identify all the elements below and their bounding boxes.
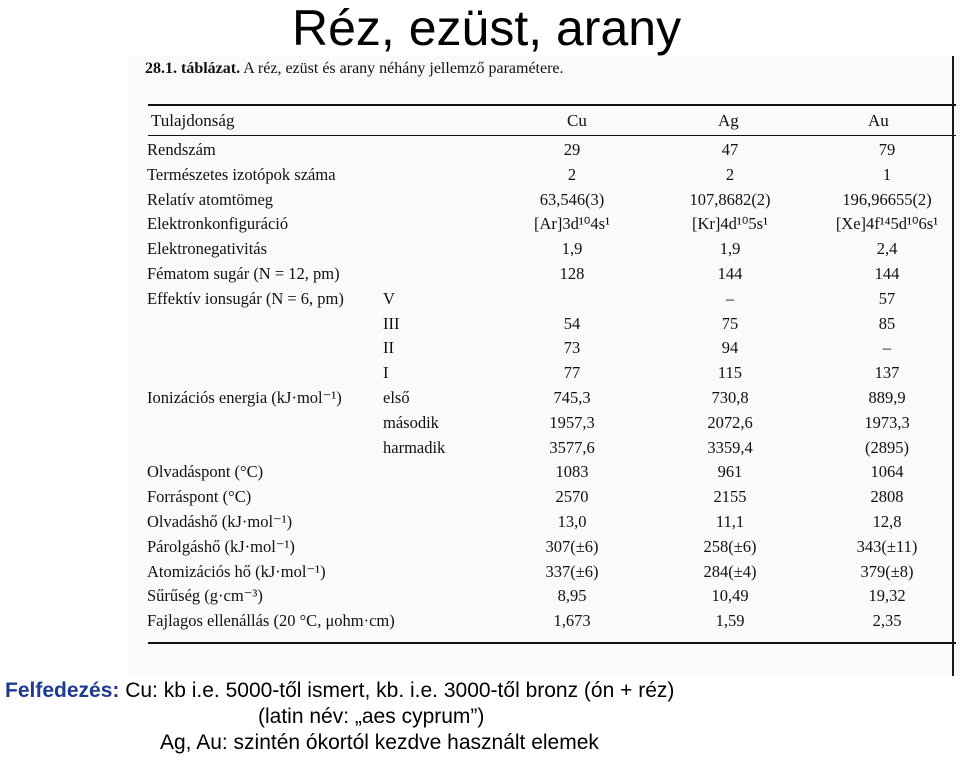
row-value-au: 137 xyxy=(874,363,900,383)
row-property: Atomizációs hő (kJ·mol⁻¹) xyxy=(147,561,326,581)
row-value-cu: 2 xyxy=(567,164,577,184)
table-row xyxy=(128,611,960,635)
row-value-au: 889,9 xyxy=(868,388,906,407)
row-value-cu: 29 xyxy=(563,140,581,159)
row-value-au: 1973,3 xyxy=(864,412,910,432)
row-property: Elektronkonfiguráció xyxy=(147,214,289,234)
header-property: Tulajdonság xyxy=(151,111,235,130)
footer-line-2: (latin név: „aes cyprum”) xyxy=(258,705,485,728)
row-value-cu: 337(±6) xyxy=(545,561,599,581)
table-row xyxy=(128,338,960,362)
table-caption-number: 28.1. táblázat. xyxy=(145,60,241,77)
row-subproperty: II xyxy=(383,338,394,358)
table-row xyxy=(128,140,960,164)
row-property: Relatív atomtömeg xyxy=(147,189,274,209)
row-value-au: 85 xyxy=(878,313,896,333)
slide-title: Réz, ezüst, arany xyxy=(292,0,682,56)
footer-line-3: Ag, Au: szintén ókortól kezdve használt elemek xyxy=(160,731,599,754)
table-row xyxy=(128,165,960,189)
discovery-label: Felfedezés: xyxy=(5,679,120,702)
row-value-ag: 75 xyxy=(721,313,739,333)
row-value-ag: 2072,6 xyxy=(707,412,753,432)
row-value-ag: 730,8 xyxy=(711,388,749,407)
row-value-au: 343(±11) xyxy=(856,536,918,556)
table-row xyxy=(128,239,960,263)
row-value-cu: 2570 xyxy=(555,487,589,507)
row-value-au: 79 xyxy=(878,140,896,159)
row-property: Rendszám xyxy=(147,140,216,159)
table-row xyxy=(128,586,960,610)
table-top-rule xyxy=(148,104,956,106)
row-value-au: 1 xyxy=(882,164,892,184)
footer-text-1: Cu: kb i.e. 5000-től ismert, kb. i.e. 3000-től bronz (ón + réz) xyxy=(119,679,675,702)
row-value-cu: 1,673 xyxy=(553,611,591,631)
row-value-ag: 258(±6) xyxy=(703,536,757,556)
table-bottom-rule xyxy=(148,642,956,644)
row-value-au: 379(±8) xyxy=(860,561,914,581)
row-value-au: 2,4 xyxy=(876,239,898,259)
row-value-ag: 10,49 xyxy=(711,586,749,606)
row-property: Elektronegativitás xyxy=(147,239,268,259)
row-value-ag: 3359,4 xyxy=(707,437,753,457)
row-value-au: 1064 xyxy=(870,462,904,482)
row-subproperty: III xyxy=(383,313,400,333)
row-value-au: 2808 xyxy=(870,487,904,507)
table-row xyxy=(128,388,960,412)
row-value-au: [Xe]4f¹⁴5d¹⁰6s¹ xyxy=(835,214,939,234)
row-value-ag: 107,8682(2) xyxy=(689,189,771,209)
row-value-ag: – xyxy=(725,288,735,308)
table-row xyxy=(128,363,960,387)
row-value-au: 57 xyxy=(878,288,896,308)
row-value-ag: 2155 xyxy=(713,487,747,507)
row-value-cu: 1957,3 xyxy=(549,412,595,432)
header-cu: Cu xyxy=(567,111,587,130)
row-value-ag: 11,1 xyxy=(715,512,745,531)
table-row xyxy=(128,264,960,288)
row-property: Olvadáshő (kJ·mol⁻¹) xyxy=(147,512,293,531)
row-value-ag: 2 xyxy=(725,164,735,184)
table-row xyxy=(128,512,960,536)
row-value-ag: 284(±4) xyxy=(703,561,757,581)
row-value-cu: 1,9 xyxy=(561,239,583,259)
row-value-cu: 54 xyxy=(563,313,581,333)
row-property: Ionizációs energia (kJ·mol⁻¹) xyxy=(147,388,342,407)
table-row xyxy=(128,562,960,586)
table-row xyxy=(128,214,960,238)
row-value-ag: 1,9 xyxy=(719,239,741,259)
table-row xyxy=(128,537,960,561)
row-value-cu: 8,95 xyxy=(557,586,587,606)
row-property: Párolgáshő (kJ·mol⁻¹) xyxy=(147,536,295,556)
row-value-au: 196,96655(2) xyxy=(842,189,932,209)
header-ag: Ag xyxy=(718,111,739,130)
row-value-au: 12,8 xyxy=(872,512,902,531)
table-row xyxy=(128,462,960,486)
table-row xyxy=(128,438,960,462)
row-property: Olvadáspont (°C) xyxy=(147,462,264,482)
table-row xyxy=(128,413,960,437)
row-value-cu: 63,546(3) xyxy=(539,189,605,209)
table-caption-text: A réz, ezüst és arany néhány jellemző paramétere. xyxy=(243,60,564,77)
row-value-ag: 961 xyxy=(717,462,743,482)
table-row xyxy=(128,487,960,511)
row-property: Sűrűség (g·cm⁻³) xyxy=(147,586,263,606)
row-value-cu: 73 xyxy=(563,338,581,358)
row-value-ag: 47 xyxy=(721,140,739,159)
row-value-cu: 77 xyxy=(563,363,581,383)
row-property: Fématom sugár (N = 12, pm) xyxy=(147,264,340,283)
scan-edge-line xyxy=(952,56,954,676)
row-value-au: 2,35 xyxy=(872,611,902,631)
row-value-cu: 13,0 xyxy=(557,512,587,531)
row-value-ag: 144 xyxy=(717,264,743,283)
row-value-ag: [Kr]4d¹⁰5s¹ xyxy=(691,214,769,234)
row-value-ag: 115 xyxy=(717,363,743,383)
footer-line-1 xyxy=(5,678,674,704)
row-value-ag: 94 xyxy=(721,338,739,358)
row-subproperty: második xyxy=(383,412,439,432)
row-value-au: 19,32 xyxy=(868,586,906,606)
row-property: Természetes izotópok száma xyxy=(147,164,336,184)
table-header-rule xyxy=(148,135,956,136)
row-value-cu: 128 xyxy=(559,264,585,283)
table-caption xyxy=(145,60,564,78)
row-subproperty: I xyxy=(383,363,389,383)
row-value-ag: 1,59 xyxy=(715,611,745,631)
row-subproperty: első xyxy=(383,388,410,407)
row-value-au: 144 xyxy=(874,264,900,283)
row-value-cu: 1083 xyxy=(555,462,589,482)
row-property: Fajlagos ellenállás (20 °C, μohm·cm) xyxy=(147,611,395,631)
row-property: Effektív ionsugár (N = 6, pm) xyxy=(147,288,344,308)
row-value-au: (2895) xyxy=(865,437,909,457)
table-row xyxy=(128,190,960,214)
scanned-table xyxy=(128,56,960,676)
row-value-cu: 307(±6) xyxy=(545,536,599,556)
row-value-cu: 3577,6 xyxy=(549,437,595,457)
table-row xyxy=(128,314,960,338)
row-subproperty: V xyxy=(383,288,395,308)
row-value-cu: 745,3 xyxy=(553,388,591,407)
row-value-au: – xyxy=(882,338,892,358)
header-au: Au xyxy=(868,111,889,130)
table-row xyxy=(128,289,960,313)
row-property: Forráspont (°C) xyxy=(147,487,252,507)
row-subproperty: harmadik xyxy=(383,437,446,457)
row-value-cu: [Ar]3d¹⁰4s¹ xyxy=(533,214,611,234)
